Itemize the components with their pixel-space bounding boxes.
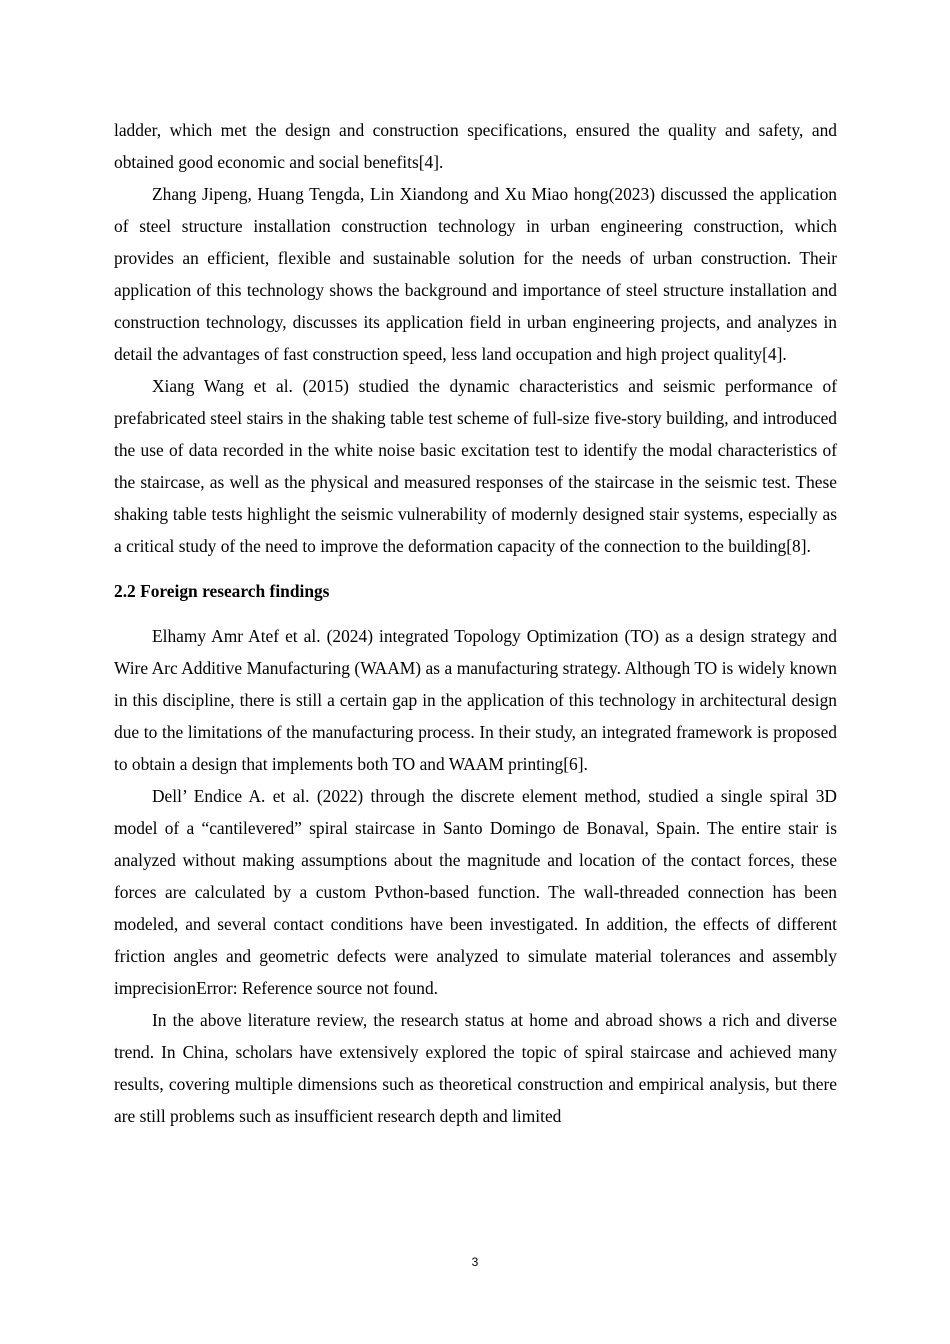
paragraph-dell-endice: Dell’ Endice A. et al. (2022) through the discrete element method, studied a single spiral 3D model of a “cantilevered” spiral staircase in Santo Domingo de Bonaval, Spain. The entire stair is analyzed without making assumptions about the magnitude and location of the contact forces, these forces are calculated by a custom Pvthon-based function. The wall-threaded connection has been modeled, and several contact conditions have been investigated. In addition, the effects of different friction angles and geometric defects were analyzed to simulate material tolerances and assembly imprecisionError: Reference source not found. <box>114 786 837 998</box>
paragraph-continuation: ladder, which met the design and construction specifications, ensured the quality and safety, and obtained good economic and social benefits[4]. <box>114 120 837 172</box>
section-heading: 2.2 Foreign research findings <box>114 581 330 601</box>
paragraph-xiang-wang: Xiang Wang et al. (2015) studied the dynamic characteristics and seismic performance of prefabricated steel stairs in the shaking table test scheme of full-size five-story building, and introduced the use of data recorded in the white noise basic excitation test to identify the modal characteristics of the staircase, as well as the physical and measured responses of the staircase in the seismic test. These shaking table tests highlight the seismic vulnerability of modernly designed stair systems, especially as a critical study of the need to improve the deformation capacity of the connection to the building[8]. <box>114 376 837 556</box>
paragraph-elhamy-amr-atef: Elhamy Amr Atef et al. (2024) integrated Topology Optimization (TO) as a design strategy and Wire Arc Additive Manufacturing (WAAM) as a manufacturing strategy. Although TO is widely known in this discipline, there is still a certain gap in the application of this technology in architectural design due to the limitations of the manufacturing process. In their study, an integrated framework is proposed to obtain a design that implements both TO and WAAM printing[6]. <box>114 626 837 774</box>
paragraph-zhang-jipeng: Zhang Jipeng, Huang Tengda, Lin Xiandong and Xu Miao hong(2023) discussed the application of steel structure installation construction technology in urban engineering construction, which provides an efficient, flexible and sustainable solution for the needs of urban construction. Their application of this technology shows the background and importance of steel structure installation and construction technology, discusses its application field in urban engineering projects, and analyzes in detail the advantages of fast construction speed, less land occupation and high project quality[4]. <box>114 184 837 364</box>
paragraph-literature-review: In the above literature review, the research status at home and abroad shows a rich and diverse trend. In China, scholars have extensively explored the topic of spiral staircase and achieved many results, covering multiple dimensions such as theoretical construction and empirical analysis, but there are still problems such as insufficient research depth and limited <box>114 1010 837 1126</box>
document-page <box>114 114 837 1132</box>
page-number: 3 <box>471 1255 479 1269</box>
